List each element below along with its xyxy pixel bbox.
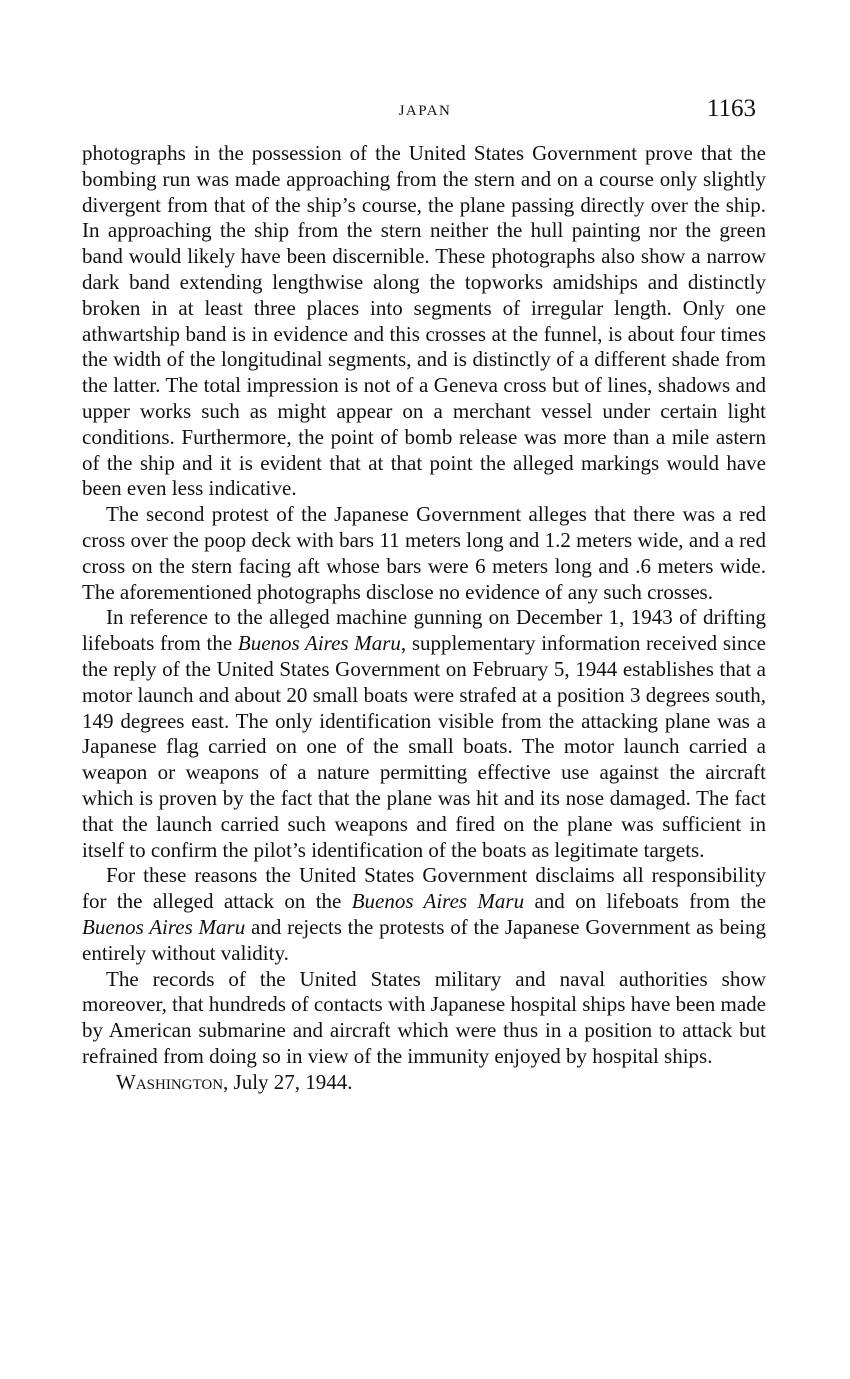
signoff-place: Washington [116,1069,224,1094]
paragraph-3 [82,605,766,863]
running-title: JAPAN [398,103,452,119]
body-text [82,141,766,1095]
paragraph-1: photographs in the possession of the United States Government prove that the bombing run was made approaching from the stern and on a course only slightly divergent from that of the ship’s course, the plane passing directly over the ship. In approaching the ship from the stern neither the hull painting nor the green band would likely have been discernible. These photographs also show a narrow dark band extending lengthwise along the topworks amidships and distinctly broken in at least three places into segments of irregular length. Only one athwartship band is in evidence and this crosses at the funnel, is about four times the width of the longitudinal segments, and is distinctly of a different shade from the latter. The total impression is not of a Geneva cross but of lines, shadows and upper works such as might appear on a merchant vessel under certain light conditions. Furthermore, the point of bomb release was more than a mile astern of the ship and it is evident that at that point the alleged markings would have been even less indicative. [82,141,766,501]
paragraph-4-text-b: and on lifeboats from the [524,889,766,914]
paragraph-5: The records of the United States military and naval authorities show moreover, that hundreds of contacts with Japanese hospital ships have been made by American submarine and aircraft which were thus in a position to attack but refrained from doing so in view of the immunity enjoyed by hospital ships. [82,966,766,1068]
paragraph-4-text-c: and rejects the protests of the Japanese Government as being entirely without validity. [82,914,766,965]
paragraph-4 [82,863,766,966]
paragraph-2: The second protest of the Japanese Government alleges that there was a red cross over the poop deck with bars 11 meters long and 1.2 meters wide, and a red cross on the stern facing aft whose bars were 6 meters long and .6 meters wide. The aforementioned photographs disclose no evidence of any such crosses. [82,502,766,604]
paragraph-3-text-a: In reference to the alleged machine gunning on December 1, 1943 of drifting lifeboats from the [82,605,766,656]
page-number: 1163 [706,95,756,122]
running-header [0,95,850,129]
ship-name: Buenos Aires Maru [82,914,246,939]
paragraph-3-text-b: , supplementary information received since the reply of the United States Government on February 5, 1944 establishes that a motor launch and about 20 small boats were strafed at a position 3 degrees south, 149 degrees east. The only identification visible from the attacking plane was a Japanese flag carried on one of the small boats. The motor launch carried a weapon or weapons of a nature permitting effective use against the aircraft which is proven by the fact that the plane was hit and its nose damaged. The fact that the launch carried such weapons and fired on the plane was sufficient in itself to confirm the pilot’s identification of the boats as legitimate targets. [82,631,766,862]
ship-name: Buenos Aires Maru [237,631,401,656]
ship-name: Buenos Aires Maru [351,889,525,914]
signoff-date: , July 27, 1944. [223,1069,353,1094]
paragraph-4-text-a: For these reasons the United States Government disclaims all responsibility for the alleged attack on the [82,863,766,914]
signoff-line [82,1070,766,1096]
